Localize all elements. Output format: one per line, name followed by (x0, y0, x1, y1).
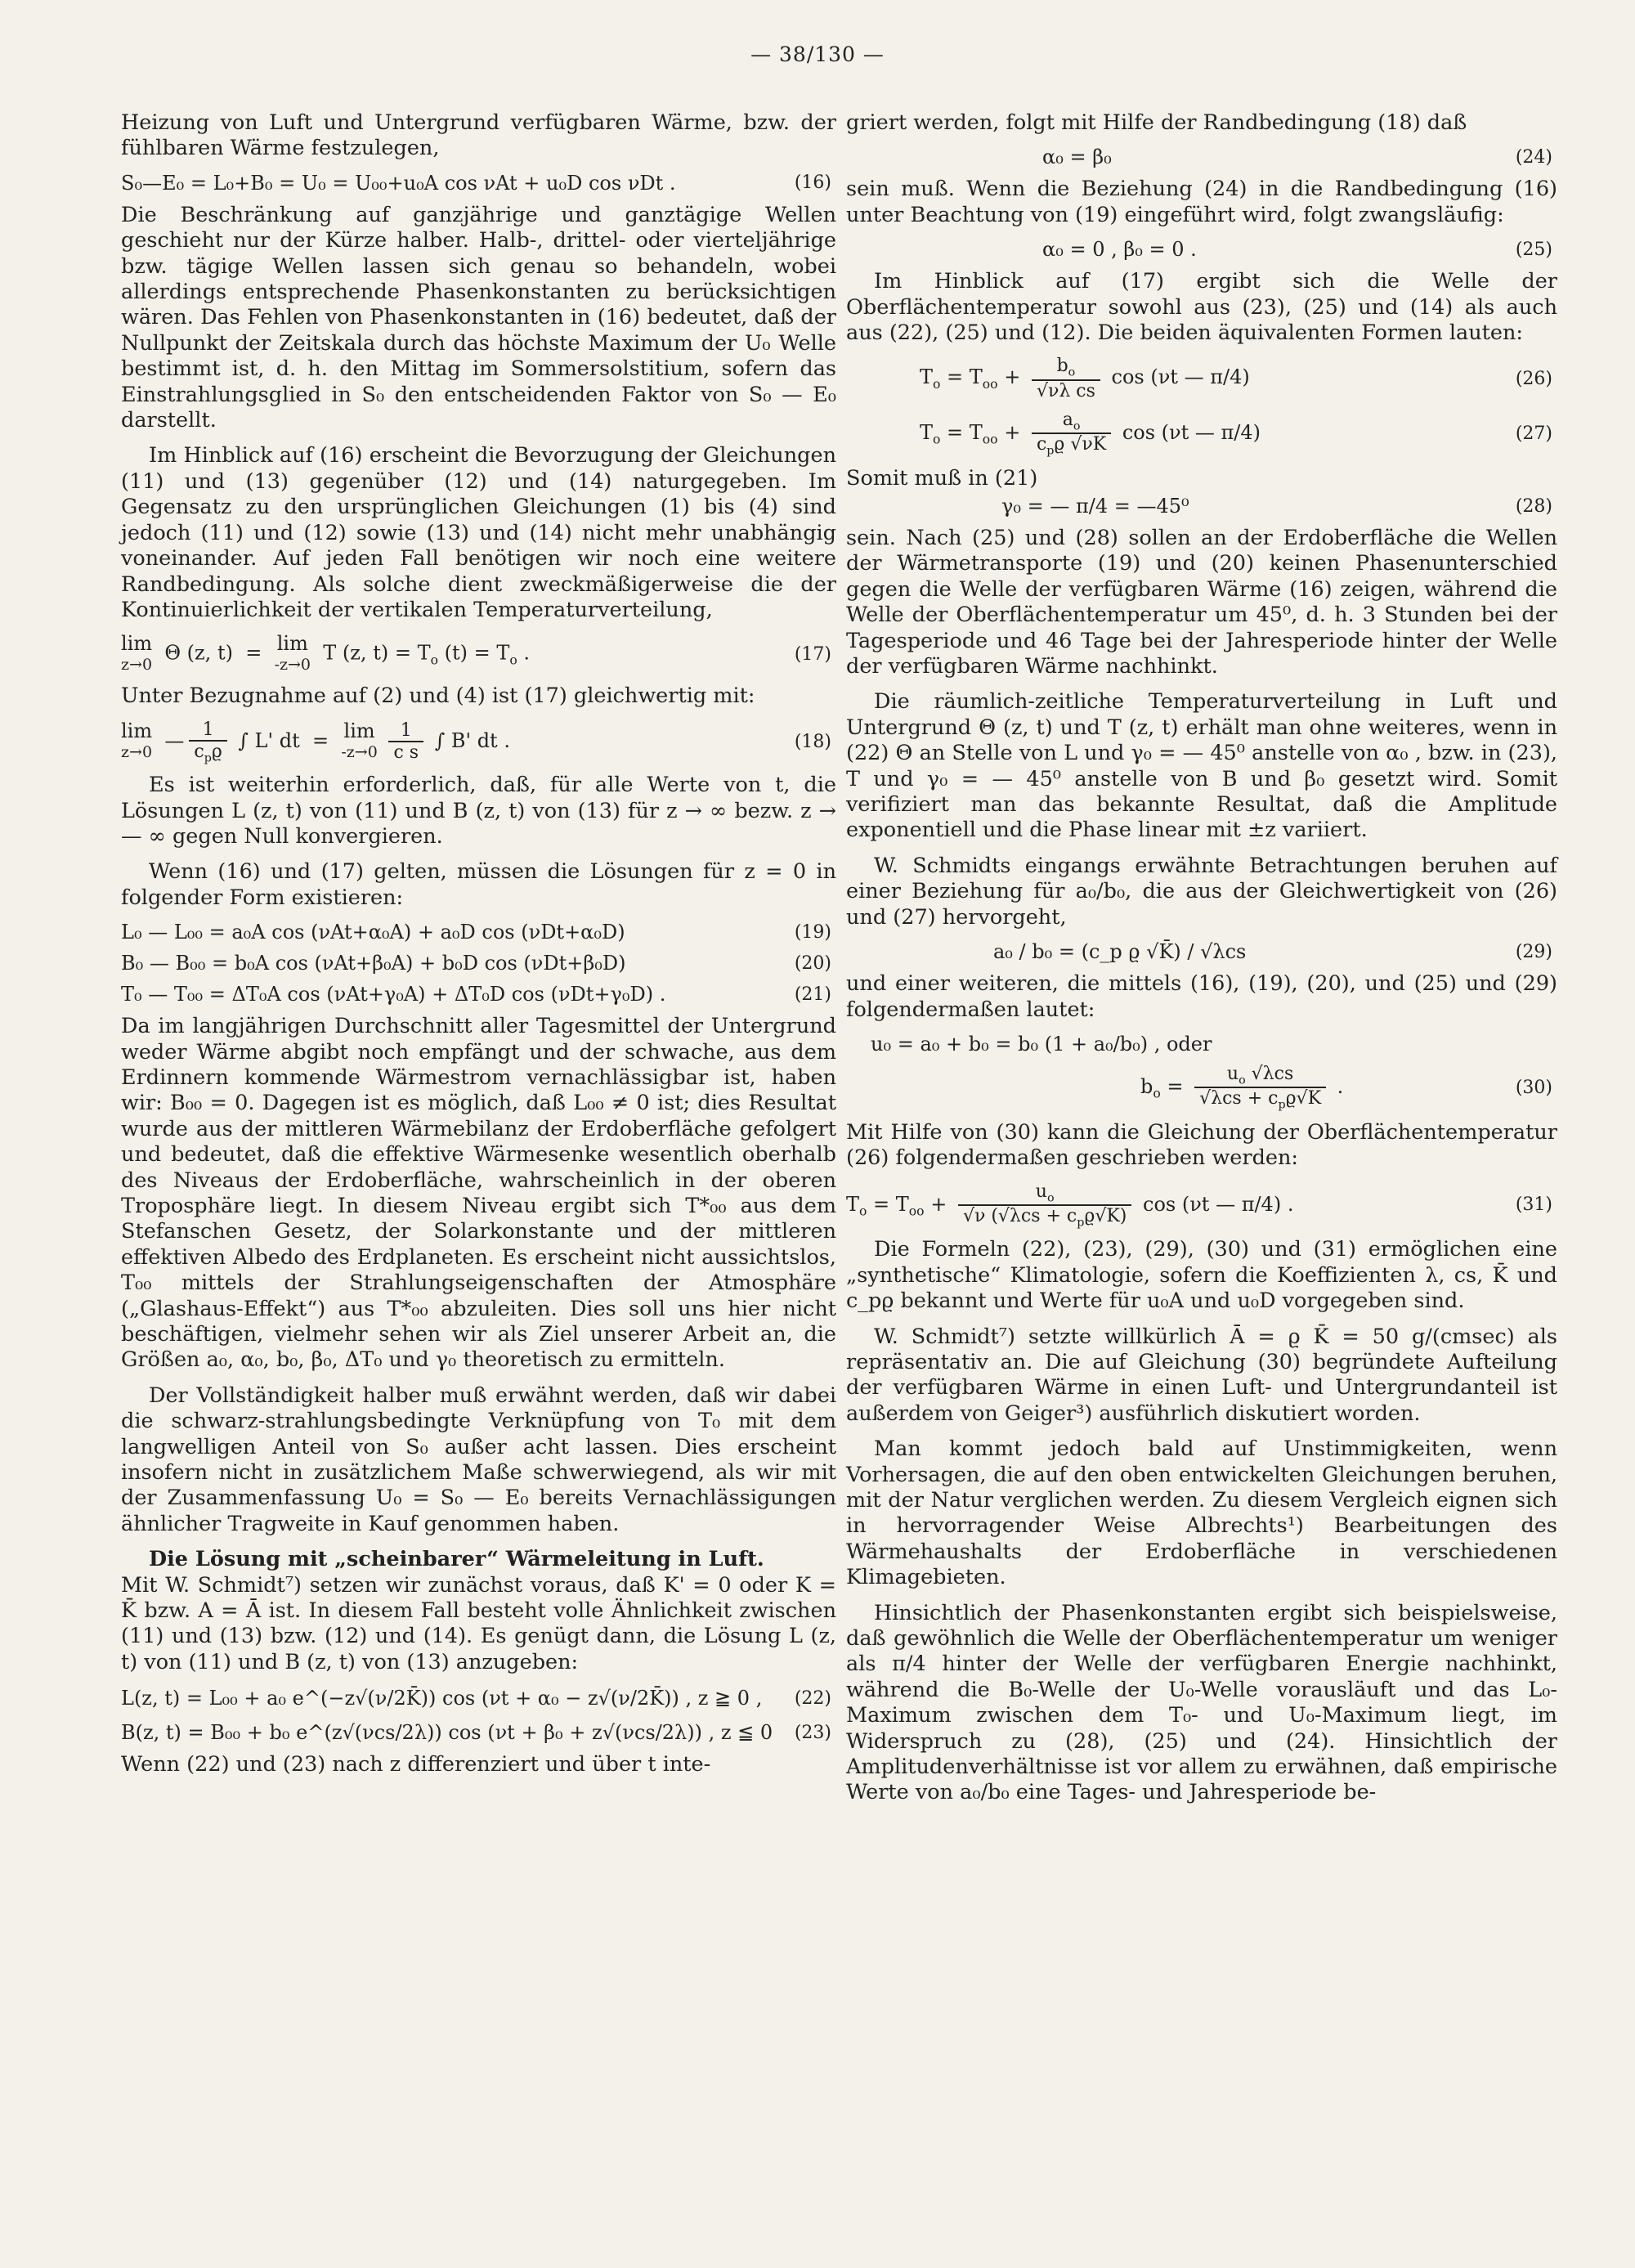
equation-23: B(z, t) = B₀₀ + b₀ e^(z√(νcs/2λ)) cos (νt + β₀ + z√(νcs/2λ)) , z ≦ 0 (23) (121, 1721, 831, 1745)
equation-26: $T_o = T_{oo}$ + $\frac{b_o}{\text{√νλ cs}}$ cos (νt — π/4) (26) (920, 356, 1552, 401)
paragraph: Man kommt jedoch bald auf Unstimmigkeiten, wenn Vorhersagen, die auf den oben entwickelten Gleichungen beruhen, mit der Natur verglichen werden. Zu diesem Vergleich eignen sich in hervorragender Weise Albrechts¹) Bearbeitungen des Wärmehaushalts der Erdoberfläche in verschiedenen Klimagebieten. (846, 1437, 1557, 1590)
paragraph: Mit Hilfe von (30) kann die Gleichung der Oberflächentemperatur (26) folgendermaßen geschrieben werden: (846, 1119, 1557, 1171)
equation-20: B₀ — B₀₀ = b₀A cos (νAt+β₀A) + b₀D cos (νDt+β₀D) (20) (121, 952, 831, 975)
equation-25: α₀ = 0 , β₀ = 0 . (25) (1042, 238, 1552, 262)
paragraph: Somit muß in (21) (846, 465, 1038, 491)
paragraph: sein muß. Wenn die Beziehung (24) in die Randbedingung (16) unter Beachtung von (19) eingeführt wird, folgt zwangsläufig: (846, 177, 1557, 227)
right-column (846, 110, 1557, 1816)
equation-22: L(z, t) = L₀₀ + a₀ e^(−z√(ν/2K̄)) cos (νt + α₀ − z√(ν/2K̄)) , z ≧ 0 , (22) (121, 1687, 831, 1710)
equation-17 (121, 633, 836, 675)
paragraph: W. Schmidt⁷) setzte willkürlich Ā = ϱ K̄ = 50 g/(cmsec) als repräsentativ an. Die auf Gleichung (30) begründete Aufteilung der verfügbaren Wärme in einen Luft- und Untergrundanteil ist außerdem von Geiger³) ausführlich diskutiert worden. (846, 1324, 1557, 1426)
paragraph: Heizung von Luft und Untergrund verfügbaren Wärme, bzw. der fühlbaren Wärme festzulegen, (121, 110, 836, 161)
paragraph: W. Schmidts eingangs erwähnte Betrachtungen beruhen auf einer Beziehung für a₀/b₀, die aus der Gleichwertigkeit von (26) und (27) hervorgeht, (846, 853, 1557, 930)
paragraph: Die Formeln (22), (23), (29), (30) und (31) ermöglichen eine „synthetische“ Klimatologie, sofern die Koeffizienten λ, cs, K̄ und c_pϱ bekannt und Werte für u₀A und u₀D vorgegeben sind. (846, 1237, 1557, 1314)
paragraph: Wenn (16) und (17) gelten, müssen die Lösungen für z = 0 in folgender Form existieren: (121, 859, 836, 910)
paragraph: Hinsichtlich der Phasenkonstanten ergibt sich beispielsweise, daß gewöhnlich die Welle der Oberflächentemperatur um weniger als π/4 hinter der Welle der verfügbaren Energie nachhinkt, während die B₀-Welle der U₀-Welle vorausläuft und das L₀-Maximum zwischen dem T₀- und U₀-Maximum liegt, im Widerspruch zu (28), (25) und (24). Hinsichtlich der Amplitudenverhältnisse ist vor allem zu erwähnen, daß empirische Werte von a₀/b₀ eine Tages- und Jahresperiode be- (846, 1600, 1557, 1805)
paragraph: Der Vollständigkeit halber muß erwähnt werden, daß wir dabei die schwarz-strahlungsbedingte Verknüpfung von T₀ mit dem langwelligen Anteil von S₀ außer acht lassen. Dies erscheint insofern nicht in zusätzlichem Maße schwerwiegend, als wir mit der Zusammenfassung U₀ = S₀ — E₀ bereits Vernachlässigungen ähnlicher Tragweite in Kauf genommen haben. (121, 1383, 836, 1536)
page-number: — 38/130 — (750, 43, 885, 66)
equation-21: T₀ — T₀₀ = ΔT₀A cos (νAt+γ₀A) + ΔT₀D cos (νDt+γ₀D) . (21) (121, 983, 831, 1006)
paragraph: Die räumlich-zeitliche Temperaturverteilung in Luft und Untergrund Θ (z, t) und T (z, t) erhält man ohne weiteres, wenn in (22) Θ an Stelle von L und γ₀ = — 45⁰ anstelle von α₀ , bzw. in (23), T und γ₀ = — 45⁰ anstelle von B und β₀ gesetzt wird. Somit verifiziert man das bekannte Resultat, daß die Amplitude exponentiell und die Phase linear mit ±z variiert. (846, 689, 1557, 843)
paragraph: griert werden, folgt mit Hilfe der Randbedingung (18) daß (846, 110, 1467, 135)
equation-28: γ₀ = — π/4 = —45⁰ (28) (1001, 495, 1552, 518)
paragraph: Da im langjährigen Durchschnitt aller Tagesmittel der Untergrund weder Wärme abgibt noch empfängt und der schwache, aus dem Erdinnern kommende Wärmestrom vernachlässigbar ist, haben wir: B₀₀ = 0. Dagegen ist es möglich, daß L₀₀ ≠ 0 ist; dies Resultat wurde aus der mittleren Wärmebilanz der Erdoberfläche gefolgert und bedeutet, daß die effektive Wärmesenke wesentlich oberhalb des Niveaus der Erdoberfläche, wahrscheinlich in der oberen Troposphäre liegt. In diesem Niveau ergibt sich T*₀₀ aus dem Stefanschen Gesetz, der Solarkonstante und der mittleren effektiven Albedo des Erdplaneten. Es erscheint nicht aussichtslos, T₀₀ mittels der Strahlungseigenschaften der Atmosphäre („Glashaus-Effekt“) aus T*₀₀ abzuleiten. Dies soll uns hier nicht beschäftigen, vielmehr sehen wir als Ziel unserer Arbeit an, die Größen a₀, α₀, b₀, β₀, ΔT₀ und γ₀ theoretisch zu ermitteln. (121, 1014, 836, 1373)
equation-19: L₀ — L₀₀ = a₀A cos (νAt+α₀A) + a₀D cos (νDt+α₀D) (19) (121, 921, 831, 944)
paragraph: und einer weiteren, die mittels (16), (19), (20), und (25) und (29) folgendermaßen lautet: (846, 971, 1557, 1022)
limit-label: lim -z→0 (274, 632, 311, 675)
equation-16 (121, 172, 836, 195)
equation-body: S₀—E₀ = L₀+B₀ = U₀ = U₀₀+u₀A cos νAt + u₀D cos νDt . (121, 171, 676, 195)
equation-31: $T_o = T_{oo}$ + $\frac{u_o}{√\nu (√\lambda cs + c_pϱ√K̄)}$ cos (νt — π/4) . (31) (846, 1181, 1552, 1230)
equation-30a: u₀ = a₀ + b₀ = b₀ (1 + a₀/b₀) , oder (871, 1032, 1212, 1056)
paragraph: sein. Nach (25) und (28) sollen an der Erdoberfläche die Wellen der Wärmetransporte (19) und (20) keinen Phasenunterschied gegen die Welle der verfügbaren Wärme (16) zeigen, während die Welle der Oberflächentemperatur um 45⁰, d. h. 3 Stunden bei der Tagesperiode und 46 Tage bei der Jahresperiode hinter der Welle der verfügbaren Wärme nachhinkt. (846, 526, 1557, 679)
limit-label: lim z→0 (121, 632, 153, 675)
equation-27: $T_o = T_{oo}$ + $\frac{a_o}{c_pϱ √\nu K̄}$ cos (νt — π/4) (27) (920, 409, 1552, 458)
equation-body: lim z→0 Θ (z, t) = lim -z→0 T (z, $t) = T_o$ $(t) = T_o$ . (121, 632, 530, 675)
paragraph: Mit W. Schmidt⁷) setzen wir zunächst voraus, daß K' = 0 oder K = K̄ bzw. A = Ā ist. In diesem Fall besteht volle Ähnlichkeit zwischen (11) und (13) bzw. (12) und (14). Es genügt dann, die Lösung L (z, t) von (11) und B (z, t) von (13) anzugeben: (121, 1572, 836, 1674)
equation-29: a₀ / b₀ = (c_p ϱ √K̄) / √λcs (29) (993, 940, 1552, 964)
equation-number: (17) (794, 643, 831, 665)
left-column (121, 110, 836, 1788)
equation-number: (16) (794, 173, 831, 194)
paragraph: Wenn (22) und (23) nach z differenziert und über t inte- (121, 1752, 711, 1777)
equation-number: (18) (794, 731, 831, 752)
paragraph: Im Hinblick auf (17) ergibt sich die Welle der Oberflächentemperatur sowohl aus (23), (25) und (14) als auch aus (22), (25) und (12). Die beiden äquivalenten Formen lauten: (846, 269, 1557, 346)
paragraph: Die Beschränkung auf ganzjährige und ganztägige Wellen geschieht nur der Kürze halber. Halb-, drittel- oder vierteljährige bzw. tägige Wellen lassen sich genau so behandeln, wobei allerdings entsprechende Phasenkonstanten zu berücksichtigen wären. Das Fehlen von Phasenkonstanten in (16) bedeutet, daß der Nullpunkt der Zeitskala durch das höchste Maximum der U₀ Welle bestimmt ist, d. h. den Mittag im Sommersolstitium, sofern das Einstrahlungsglied in S₀ den entscheidenden Faktor von S₀ — E₀ darstellt. (121, 202, 836, 433)
paragraph: Es ist weiterhin erforderlich, daß, für alle Werte von t, die Lösungen L (z, t) von (11) und B (z, t) von (13) für z → ∞ bezw. z → — ∞ gegen Null konvergieren. (121, 773, 836, 849)
equation-body: lim z→0 — $\frac{1}{c_pϱ}$ ∫ L' dt = lim -z→0 $\frac{1}{\text{c s}}$ ∫ B' dt . (121, 719, 510, 765)
equation-24: α₀ = β₀ (24) (1042, 146, 1552, 169)
equation-18 (121, 719, 836, 764)
paragraph: Im Hinblick auf (16) erscheint die Bevorzugung der Gleichungen (11) und (13) gegenüber (12) und (14) naturgegeben. Im Gegensatz zu den ursprünglichen Gleichungen (1) bis (4) sind jedoch (11) und (12) sowie (13) und (14) nicht mehr unabhängig voneinander. Auf jeden Fall benötigen wir noch eine weitere Randbedingung. Als solche dient zweckmäßigerweise die der Kontinuierlichkeit der vertikalen Temperaturverteilung, (121, 443, 836, 622)
equation-30: $b_o$ = $\frac{u_o √\lambda cs}{√\lambda cs + c_pϱ√K̄}$ . (30) (1140, 1063, 1552, 1112)
section-heading: Die Lösung mit „scheinbarer“ Wärmeleitung in Luft. (149, 1547, 764, 1572)
paragraph: Unter Bezugnahme auf (2) und (4) ist (17) gleichwertig mit: (121, 684, 755, 709)
